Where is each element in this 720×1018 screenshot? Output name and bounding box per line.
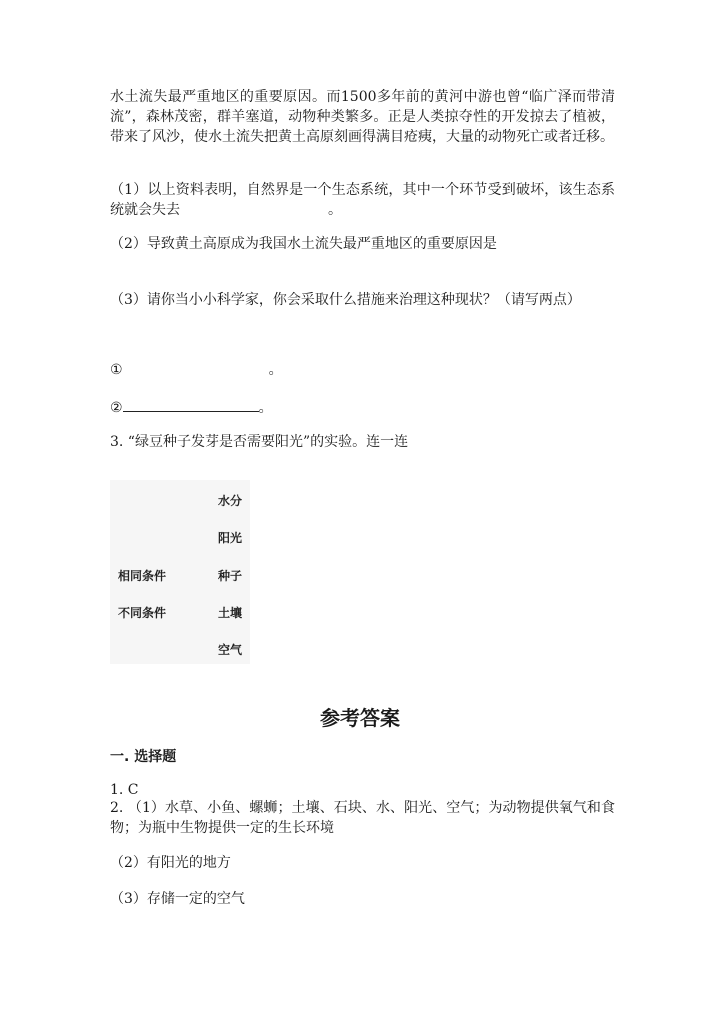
question-3: （3）请你当小小科学家，你会采取什么措施来治理这种现状？（请写两点） — [110, 292, 581, 308]
answer-2-end: 。 — [258, 400, 273, 416]
question-2: （2）导致黄土高原成为我国水土流失最严重地区的重要原因是 — [110, 236, 497, 252]
answer-1-mark: ① — [110, 362, 123, 378]
match-left-item[interactable]: 相同条件 — [118, 569, 167, 583]
match-left-item[interactable]: 不同条件 — [118, 606, 167, 620]
answer-2: 2. （1）水草、小鱼、螺蛳；土壤、石块、水、阳光、空气；为动物提供氧气和食物；为瓶中生物提供一定的生长环境 — [110, 800, 615, 836]
section-heading: 一. 选择题 — [110, 749, 177, 765]
question-experiment: 3. “绿豆种子发芽是否需要阳光”的实验。连一连 — [110, 434, 409, 450]
match-right-item[interactable]: 土壤 — [218, 606, 243, 620]
question-1-text: （1）以上资料表明，自然界是一个生态系统，其中一个环节受到破坏，该生态系统就会失去 — [110, 182, 615, 218]
matching-figure — [110, 480, 250, 664]
answer-1: 1. C — [110, 782, 139, 798]
answer-2-part-3: （3）存储一定的空气 — [110, 891, 245, 907]
answer-title: 参考答案 — [320, 706, 400, 730]
answer-2-blank[interactable] — [123, 397, 259, 412]
question-1 — [110, 180, 615, 220]
match-right-item[interactable]: 种子 — [218, 569, 243, 583]
match-right-item[interactable]: 阳光 — [218, 531, 243, 545]
answer-1-end: 。 — [268, 362, 283, 378]
match-right-item[interactable]: 空气 — [218, 643, 243, 657]
question-1-end: 。 — [328, 202, 342, 218]
passage-text: 水土流失最严重地区的重要原因。而1500多年前的黄河中游也曾“临广泽而带清流”，森林茂密，群羊塞道，动物种类繁多。正是人类掠夺性的开发掠去了植被，带来了风沙，使水土流失把黄土高原刻画得满目疮痍，大量的动物死亡或者迁移。 — [110, 89, 615, 145]
answer-2-part-2: （2）有阳光的地方 — [110, 855, 231, 871]
match-right-item[interactable]: 水分 — [218, 494, 243, 508]
answer-line-1 — [110, 360, 283, 380]
answer-line-2 — [110, 397, 273, 418]
answer-2-mark: ② — [110, 400, 123, 416]
